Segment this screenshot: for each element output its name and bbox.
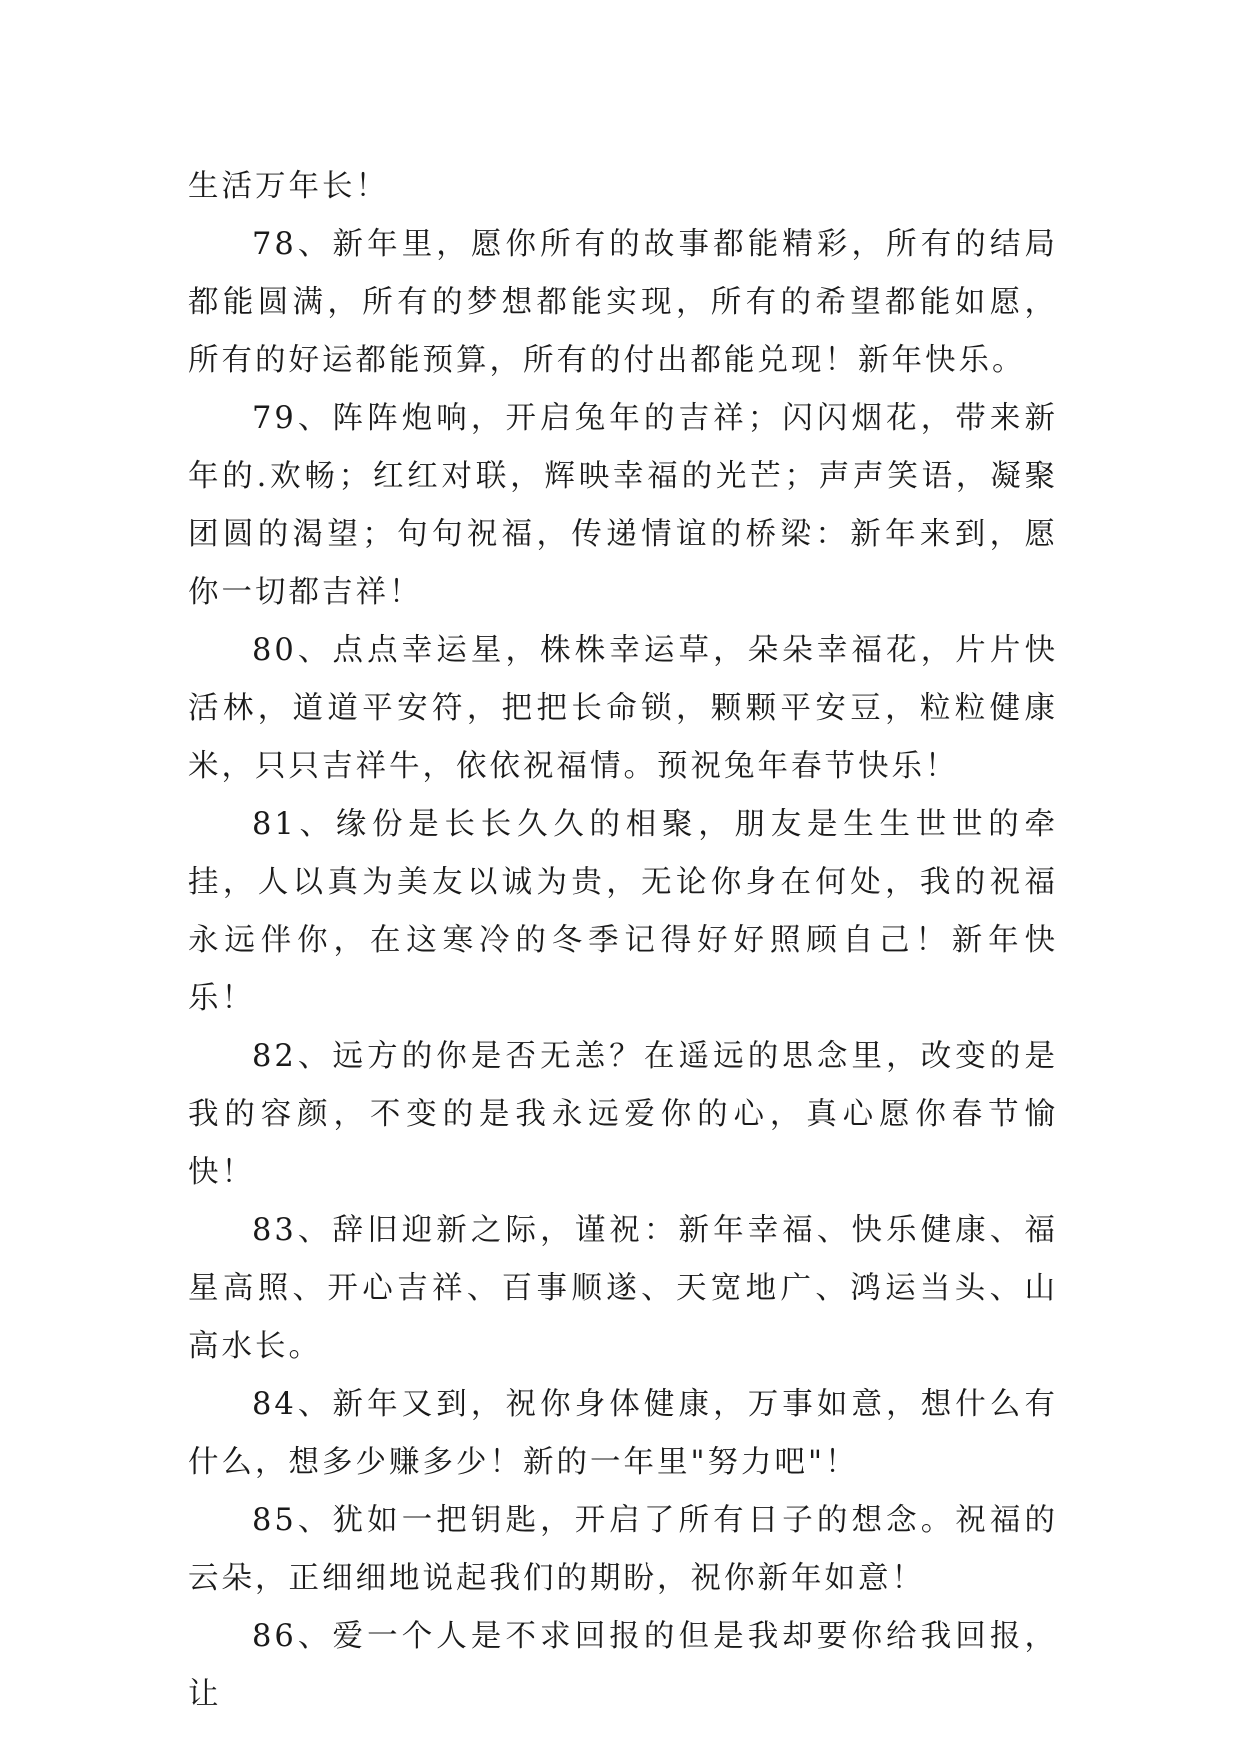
paragraph: 80、点点幸运星，株株幸运草，朵朵幸福花，片片快活林，道道平安符，把把长命锁，颗颗平安豆，粒粒健康米，只只吉祥牛，依依祝福情。预祝兔年春节快乐！ [188,633,1058,784]
paragraph: 生活万年长！ [188,169,389,204]
paragraph: 84、新年又到，祝你身体健康，万事如意，想什么有什么，想多少赚多少！新的一年里"努力吧"！ [188,1387,1058,1480]
paragraph: 83、辞旧迎新之际，谨祝：新年幸福、快乐健康、福星高照、开心吉祥、百事顺遂、天宽地广、鸿运当头、山高水长。 [188,1213,1058,1364]
paragraph: 85、犹如一把钥匙，开启了所有日子的想念。祝福的云朵，正细细地说起我们的期盼，祝你新年如意！ [188,1503,1058,1596]
paragraph: 82、远方的你是否无恙？在遥远的思念里，改变的是我的容颜，不变的是我永远爱你的心，真心愿你春节愉快！ [188,1039,1058,1190]
paragraph: 78、新年里，愿你所有的故事都能精彩，所有的结局都能圆满，所有的梦想都能实现，所有的希望都能如愿，所有的好运都能预算，所有的付出都能兑现！新年快乐。 [188,227,1058,378]
paragraph: 86、爱一个人是不求回报的但是我却要你给我回报，让 [188,1619,1058,1712]
paragraph: 79、阵阵炮响，开启兔年的吉祥；闪闪烟花，带来新年的.欢畅；红红对联，辉映幸福的光芒；声声笑语，凝聚团圆的渴望；句句祝福，传递情谊的桥梁：新年来到，愿你一切都吉祥！ [188,401,1058,610]
paragraph: 81、缘份是长长久久的相聚，朋友是生生世世的牵挂，人以真为美友以诚为贵，无论你身在何处，我的祝福永远伴你，在这寒冷的冬季记得好好照顾自己！新年快乐！ [188,807,1058,1016]
document-body [188,158,1058,1724]
